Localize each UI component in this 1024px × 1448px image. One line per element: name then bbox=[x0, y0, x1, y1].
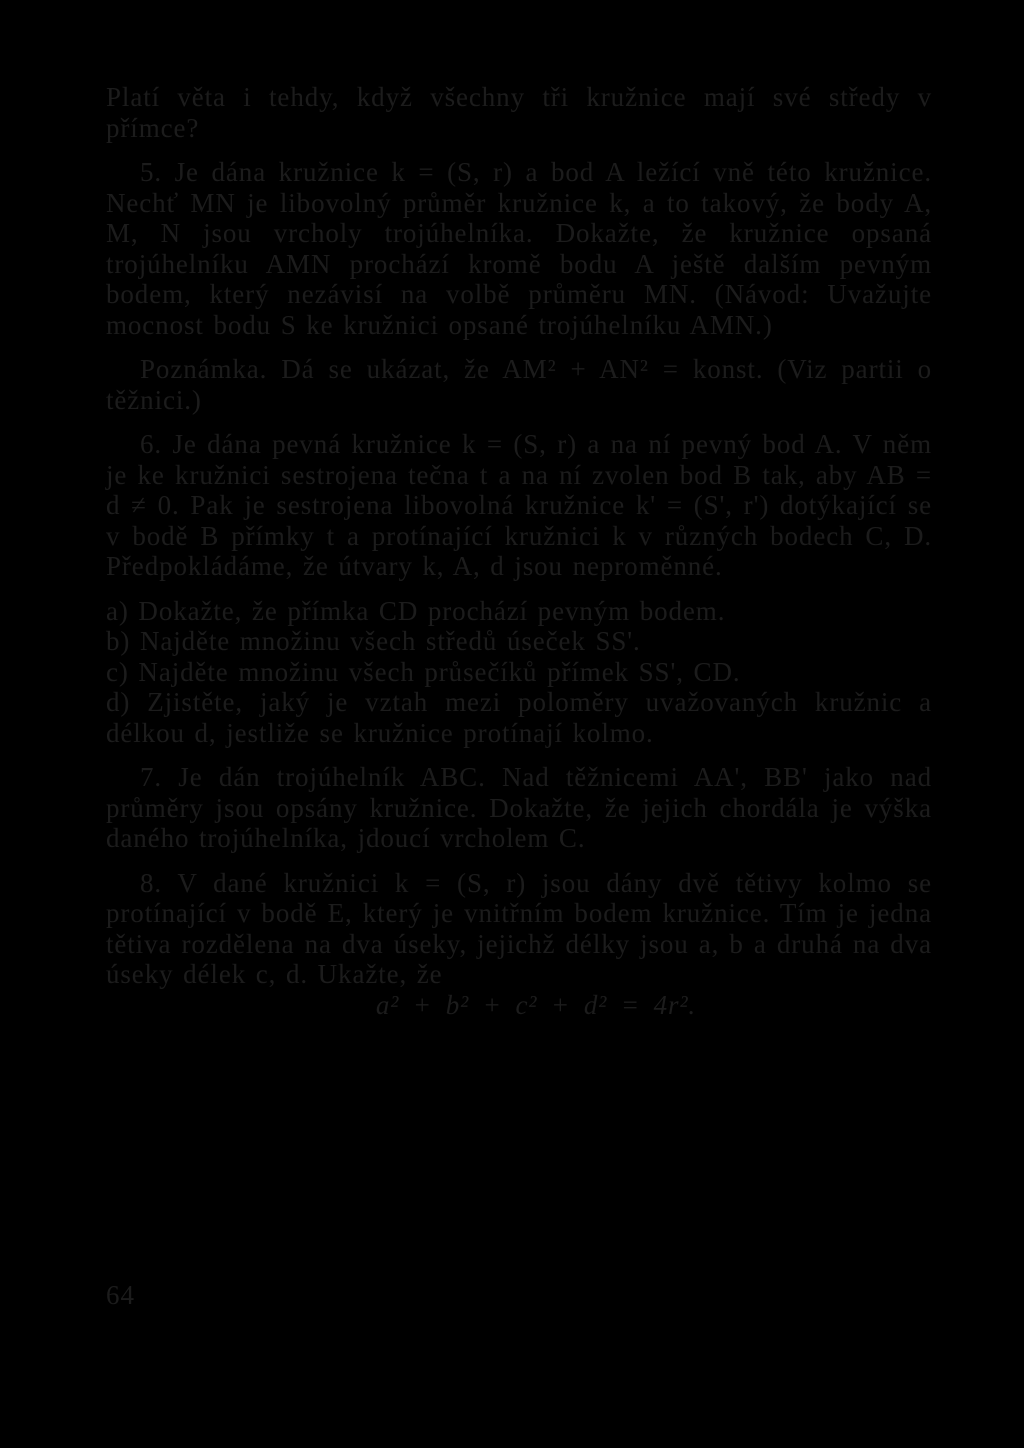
intro-question: Platí věta i tehdy, když všechny tři kružnice mají své středy v přímce? bbox=[106, 82, 932, 143]
problem-5-note: Poznámka. Dá se ukázat, že AM² + AN² = konst. (Viz partii o těžnici.) bbox=[106, 354, 932, 415]
page-number: 64 bbox=[106, 1280, 135, 1310]
problem-6-item-c: c) Najděte množinu všech průsečíků přímek SS', CD. bbox=[106, 656, 741, 687]
problem-6: 6. Je dána pevná kružnice k = (S, r) a na ní pevný bod A. V něm je ke kružnici sestrojena tečna t a na ní zvolen bod B tak, aby AB = d ≠ 0. Pak je sestrojena libovolná kružnice k' = (S', r') dotýkající se v bodě B přímky t a protínající kružnici k v různých bodech C, D. Předpokládáme, že útvary k, A, d jsou neproměnné. bbox=[106, 429, 932, 581]
problem-8-formula: a² + b² + c² + d² = 4r². bbox=[375, 989, 697, 1020]
problem-6-item-a: a) Dokažte, že přímka CD prochází pevným bodem. bbox=[106, 595, 726, 626]
page-body bbox=[106, 82, 932, 1020]
problem-6-item-d: d) Zjistěte, jaký je vztah mezi poloměry uvažovaných kružnic a délkou d, jestliže se kružnice protínají kolmo. bbox=[106, 687, 932, 748]
problem-5: 5. Je dána kružnice k = (S, r) a bod A ležící vně této kružnice. Nechť MN je libovolný průměr kružnice k, a to takový, že body A, M, N jsou vrcholy trojúhelníka. Dokažte, že kružnice opsaná trojúhelníku AMN prochází kromě bodu A ještě dalším pevným bodem, který nezávisí na volbě průměru MN. (Návod: Uvažujte mocnost bodu S ke kružnici opsané trojúhelníku AMN.) bbox=[106, 157, 932, 340]
problem-6-item-b: b) Najděte množinu všech středů úseček SS'. bbox=[106, 626, 641, 656]
problem-8: 8. V dané kružnici k = (S, r) jsou dány dvě tětivy kolmo se protínající v bodě E, který je vnitřním bodem kružnice. Tím je jedna tětiva rozdělena na dva úseky, jejichž délky jsou a, b a druhá na dva úseky délek c, d. Ukažte, že bbox=[106, 867, 932, 989]
problem-7: 7. Je dán trojúhelník ABC. Nad těžnicemi AA', BB' jako nad průměry jsou opsány kružnice. Dokažte, že jejich chordála je výška daného trojúhelníka, jdoucí vrcholem C. bbox=[106, 762, 932, 853]
